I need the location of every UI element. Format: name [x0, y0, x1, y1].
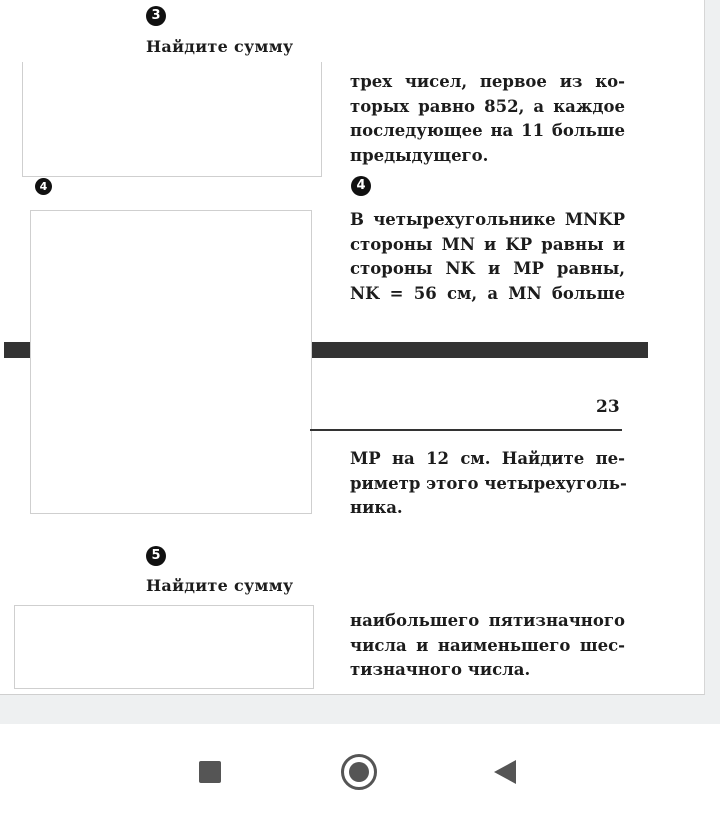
task-4-line: риметр этого четырехуголь-: [350, 473, 627, 493]
task-3-text: [350, 70, 625, 168]
page-break-bar-right: [310, 342, 648, 358]
back-icon[interactable]: [494, 760, 516, 784]
task-3-line: трех чисел, первое из ко-: [350, 72, 625, 91]
recent-apps-icon[interactable]: [199, 761, 221, 783]
task-3-number: 3: [146, 6, 166, 26]
task-4-line: NK = 56 см, а MN больше: [350, 283, 625, 303]
task-5-number: 5: [146, 546, 166, 566]
task-5-heading: Найдите сумму: [146, 576, 294, 595]
page-break-bar-left: [4, 342, 30, 358]
page-number: 23: [596, 397, 620, 417]
task-5-text: [350, 609, 625, 683]
home-icon[interactable]: [341, 754, 377, 790]
navigation-bar: [0, 724, 720, 820]
answer-box-task-5[interactable]: [14, 605, 314, 689]
task-4-number: 4: [351, 176, 371, 196]
task-3-line: последующее на 11 больше: [350, 121, 625, 140]
task-4-line: стороны MN и KP равны и: [350, 234, 625, 254]
task-4-text: [350, 208, 625, 306]
task-5-line: числа и наименьшего шес-: [350, 635, 625, 655]
task-5-line: наибольшего пятизначного: [350, 611, 625, 630]
task-4-line: В четырехугольнике MNKP: [350, 210, 625, 229]
task-5-line: тизначного числа.: [350, 660, 531, 679]
task-4-line: стороны NK и MP равны,: [350, 259, 625, 278]
task-3-line: торых равно 852, а каждое: [350, 96, 625, 116]
page-header-rule: [310, 429, 622, 431]
task-3-heading: Найдите сумму: [146, 37, 294, 56]
task-3-line: предыдущего.: [350, 145, 489, 165]
task-4-marker-left: 4: [35, 178, 52, 195]
task-4-line: ника.: [350, 498, 403, 517]
answer-box-task-3[interactable]: [22, 62, 322, 177]
task-4-line: MP на 12 см. Найдите пе-: [350, 449, 625, 468]
answer-box-task-4[interactable]: [30, 210, 312, 514]
task-4-continuation: [350, 447, 625, 521]
